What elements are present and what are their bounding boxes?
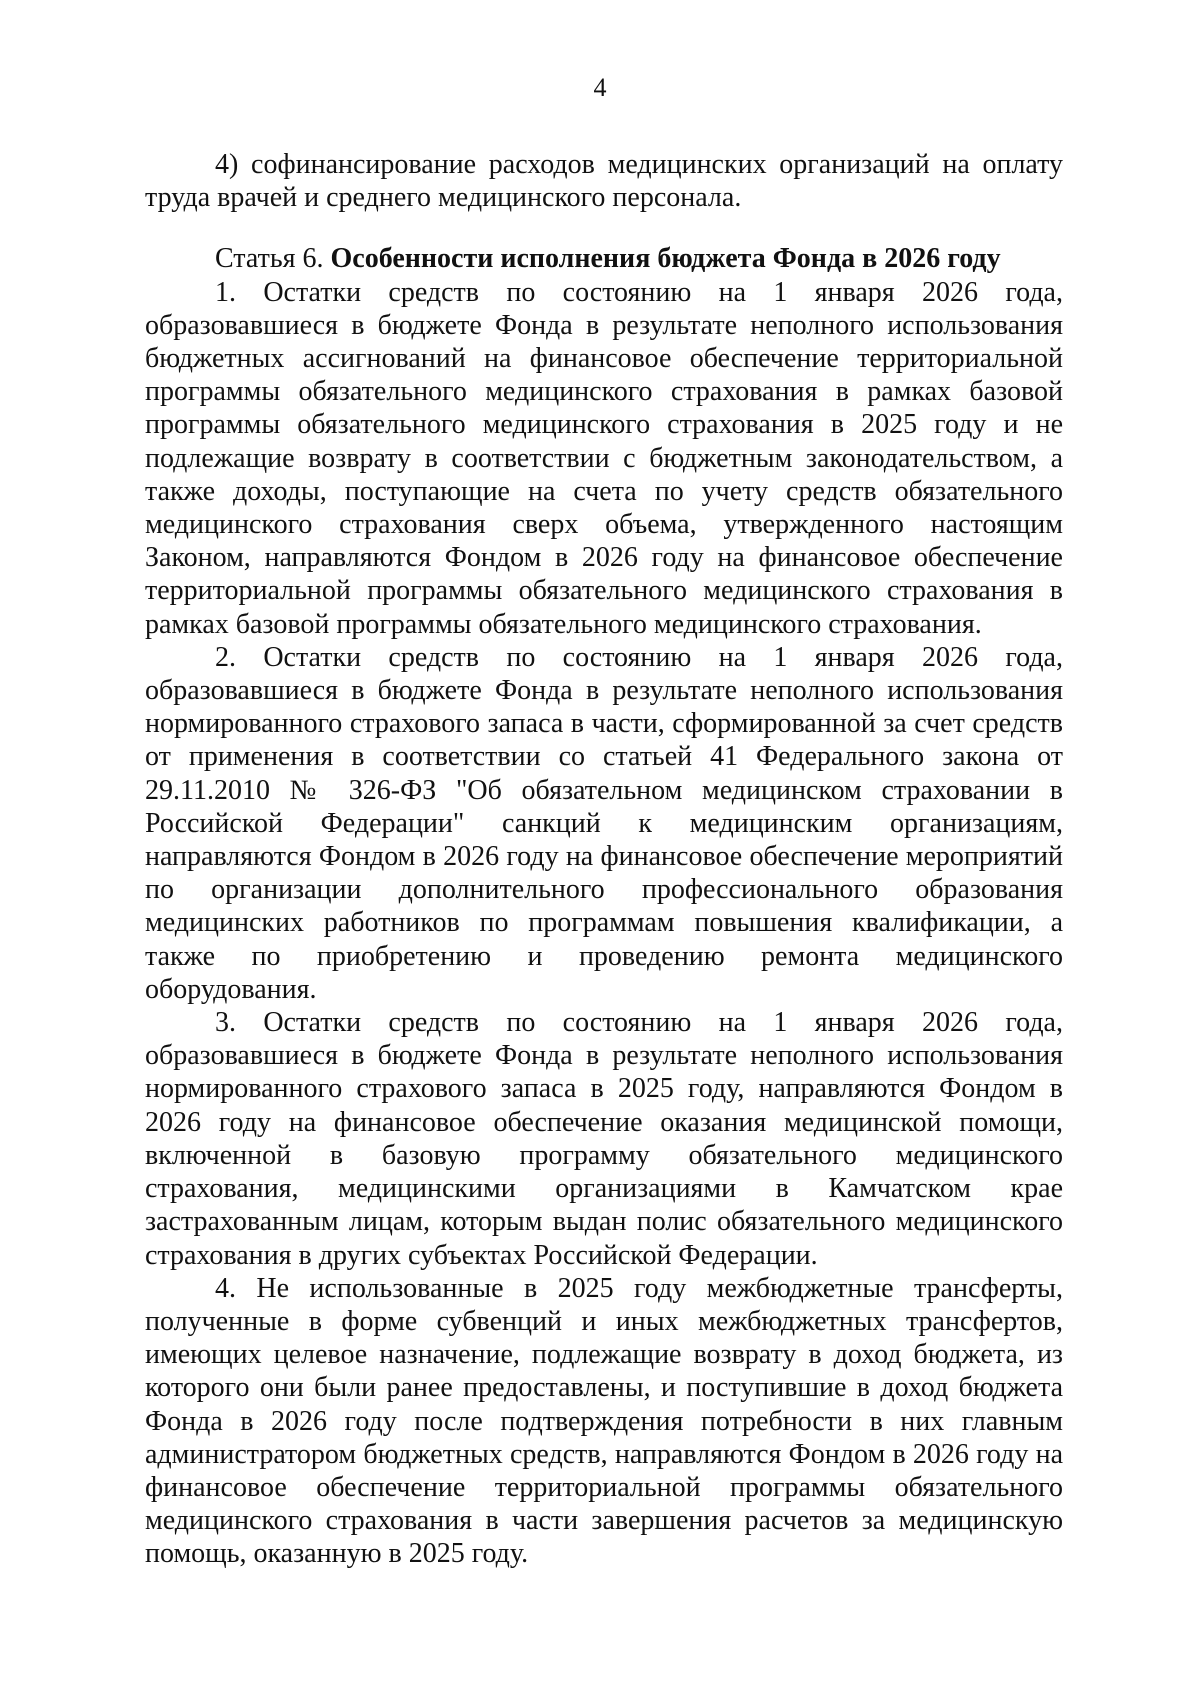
page-number: 4: [593, 73, 607, 102]
article-title: Особенности исполнения бюджета Фонда в 2026 году: [330, 243, 1001, 275]
paragraph-2: 2. Остатки средств по состоянию на 1 января 2026 года, образовавшиеся в бюджете Фонда в результате неполного использования нормированного страхового запаса в части, сформированной за счет средств от применения в соответствии со статьей 41 Федерального закона от 29.11.2010 № 326-ФЗ "Об обязательном медицинском страховании в Российской Федерации" санкций к медицинским организациям, направляются Фондом в 2026 году на финансовое обеспечение мероприятий по организации дополнительного профессионального образования медицинских работников по программам повышения квалификации, а также по приобретению и проведению ремонта медицинского оборудования.: [145, 641, 1063, 1005]
paragraph-4: 4. Не использованные в 2025 году межбюджетные трансферты, полученные в форме субвенций и иных межбюджетных трансфертов, имеющих целевое назначение, подлежащие возврату в доход бюджета, из которого они были ранее предоставлены, и поступившие в доход бюджета Фонда в 2026 году после подтверждения потребности в них главным администратором бюджетных средств, направляются Фондом в 2026 году на финансовое обеспечение территориальной программы обязательного медицинского страхования в части завершения расчетов за медицинскую помощь, оказанную в 2025 году.: [145, 1272, 1063, 1570]
article-heading: [145, 242, 1063, 275]
intro-list-item: 4) софинансирование расходов медицинских организаций на оплату труда врачей и среднего медицинского персонала.: [145, 149, 1063, 214]
document-body: [145, 148, 1063, 1571]
article-prefix: Статья 6.: [215, 243, 331, 275]
paragraph-3: 3. Остатки средств по состоянию на 1 января 2026 года, образовавшиеся в бюджете Фонда в результате неполного использования нормированного страхового запаса в 2025 году, направляются Фондом в 2026 году на финансовое обеспечение оказания медицинской помощи, включенной в базовую программу обязательного медицинского страхования, медицинскими организациями в Камчатском крае застрахованным лицам, которым выдан полис обязательного медицинского страхования в других субъектах Российской Федерации.: [145, 1007, 1063, 1271]
paragraph-1: 1. Остатки средств по состоянию на 1 января 2026 года, образовавшиеся в бюджете Фонда в результате неполного использования бюджетных ассигнований на финансовое обеспечение территориальной программы обязательного медицинского страхования в рамках базовой программы обязательного медицинского страхования в 2025 году и не подлежащие возврату в соответствии с бюджетным законодательством, а также доходы, поступающие на счета по учету средств обязательного медицинского страхования сверх объема, утвержденного настоящим Законом, направляются Фондом в 2026 году на финансовое обеспечение территориальной программы обязательного медицинского страхования в рамках базовой программы обязательного медицинского страхования.: [145, 276, 1063, 640]
